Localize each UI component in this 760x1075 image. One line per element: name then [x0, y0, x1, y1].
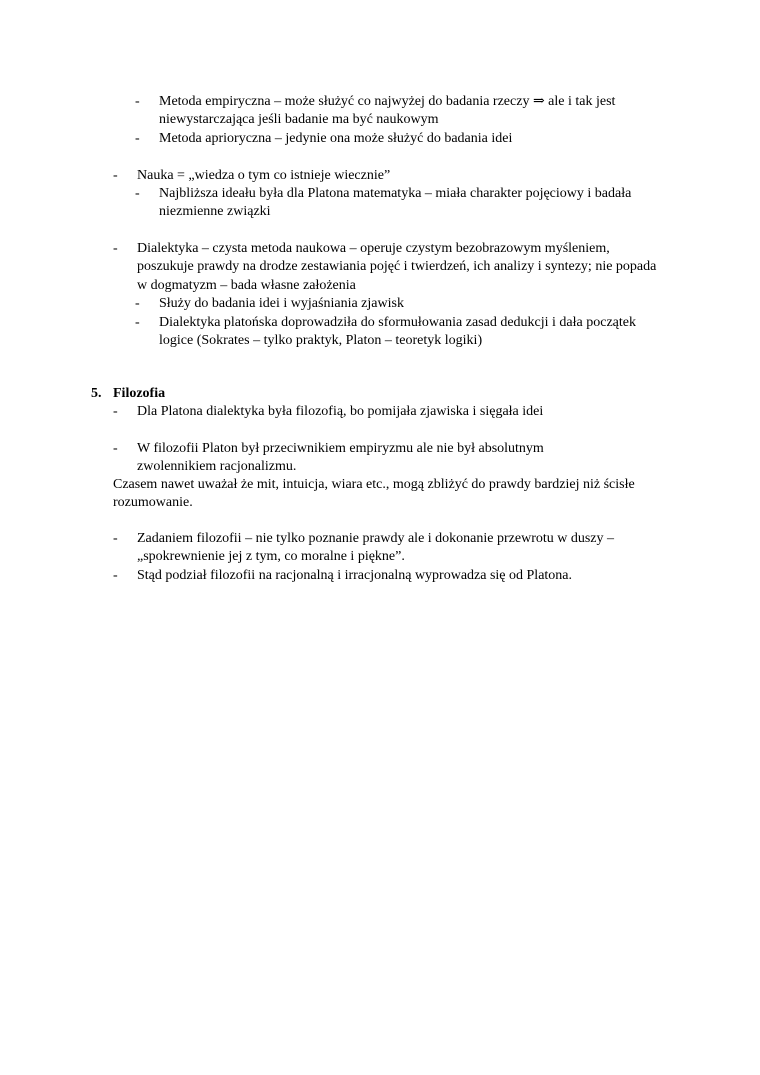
bullet-dash: -	[113, 241, 118, 256]
bullet-dash: -	[113, 568, 118, 583]
list-item-text: Dialektyka platońska doprowadziła do sformułowania zasad dedukcji i dała początek logice (Sokrates – tylko praktyk, Platon – teoretyk logiki)	[159, 315, 636, 349]
list-item-text: Nauka = „wiedza o tym co istnieje wiecznie”	[137, 168, 391, 183]
list-item-text: Dla Platona dialektyka była filozofią, bo pomijała zjawiska i sięgała idei	[137, 404, 544, 419]
list-item-text: W filozofii Platon był przeciwnikiem empiryzmu ale nie był absolutnym zwolennikiem racjonalizmu.	[137, 441, 544, 475]
section-number: 5.	[91, 386, 102, 401]
list-item-text: Stąd podział filozofii na racjonalną i irracjonalną wyprowadza się od Platona.	[137, 568, 573, 583]
bullet-dash: -	[135, 94, 140, 109]
bullet-dash: -	[113, 531, 118, 546]
list-item-text: Metoda empiryczna – może służyć co najwyżej do badania rzeczy ⇒ ale i tak jest niewystarczająca jeśli badanie ma być naukowym	[159, 94, 616, 128]
bullet-dash: -	[113, 441, 118, 456]
list-item-text: Najbliższa ideału była dla Platona matematyka – miała charakter pojęciowy i badała niezmienne związki	[159, 186, 632, 220]
bullet-dash: -	[135, 296, 140, 311]
bullet-dash: -	[113, 168, 118, 183]
list-item-text: Dialektyka – czysta metoda naukowa – operuje czystym bezobrazowym myśleniem, poszukuje prawdy na drodze zestawiania pojęć i twierdzeń, ich analizy i syntezy; nie popada w dogmatyzm – bada własne założenia	[137, 241, 657, 293]
list-item-text: Zadaniem filozofii – nie tylko poznanie prawdy ale i dokonanie przewrotu w duszy – „spokrewnienie jej z tym, co moralne i piękne”.	[137, 531, 615, 565]
bullet-dash: -	[113, 404, 118, 419]
list-item-text: Metoda aprioryczna – jedynie ona może służyć do badania idei	[159, 131, 513, 146]
bullet-dash: -	[135, 131, 140, 146]
paragraph-myth: Czasem nawet uważał że mit, intuicja, wiara etc., mogą zbliżyć do prawdy bardziej niż ścisłe rozumowanie.	[113, 477, 635, 511]
bullet-dash: -	[135, 186, 140, 201]
bullet-dash: -	[135, 315, 140, 330]
section-title: Filozofia	[113, 386, 166, 401]
list-item-text: Służy do badania idei i wyjaśniania zjawisk	[159, 296, 404, 311]
